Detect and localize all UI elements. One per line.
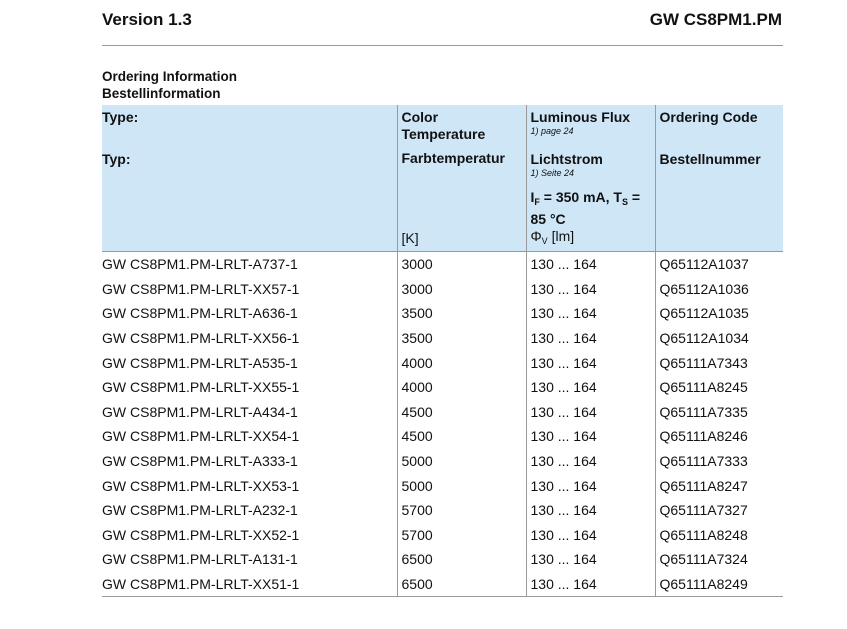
- version-label: Version 1.3: [102, 10, 192, 29]
- cell-color-temperature: 3500: [397, 301, 526, 326]
- header-luminous-flux-ref-de: 1) Seite 24: [530, 168, 575, 178]
- cell-color-temperature: 5000: [397, 449, 526, 474]
- test-condition: $I_F = 350$ mA, $T_S$ = 85 °C: [530, 189, 641, 227]
- table-row: [102, 523, 783, 548]
- table-body: [102, 252, 783, 597]
- cell-luminous-flux: 130 ... 164: [526, 523, 655, 548]
- table-row: [102, 424, 783, 449]
- page-header: [102, 9, 783, 46]
- cell-luminous-flux: 130 ... 164: [526, 277, 655, 302]
- table-row: [102, 277, 783, 302]
- cell-ordering-code: Q65111A8248: [655, 523, 783, 548]
- table-row: [102, 498, 783, 523]
- cell-type: GW CS8PM1.PM-LRLT-A333-1: [102, 453, 298, 470]
- table-row: [102, 400, 783, 425]
- cell-ordering-code: Q65112A1036: [655, 277, 783, 302]
- cell-type: GW CS8PM1.PM-LRLT-A232-1: [102, 502, 298, 519]
- cell-type: GW CS8PM1.PM-LRLT-A636-1: [102, 305, 298, 322]
- header-ordering-code-de: Bestellnummer: [659, 151, 761, 167]
- header-color-temperature: [397, 105, 526, 228]
- table-unit-row: [102, 228, 783, 252]
- header-color-temperature-en: Color Temperature: [401, 109, 486, 142]
- cell-ordering-code: Q65112A1035: [655, 301, 783, 326]
- table-row: [102, 350, 783, 375]
- cell-ordering-code: Q65111A7324: [655, 547, 783, 572]
- cell-ordering-code: Q65111A7335: [655, 400, 783, 425]
- cell-color-temperature: 6500: [397, 547, 526, 572]
- cell-luminous-flux: 130 ... 164: [526, 252, 655, 277]
- cell-type: GW CS8PM1.PM-LRLT-XX51-1: [102, 572, 397, 597]
- cell-ordering-code: Q65112A1037: [655, 252, 783, 277]
- cell-ordering-code: Q65111A8245: [655, 375, 783, 400]
- cell-type: GW CS8PM1.PM-LRLT-XX56-1: [102, 330, 300, 347]
- cell-color-temperature: 4500: [397, 424, 526, 449]
- cell-type: GW CS8PM1.PM-LRLT-XX54-1: [102, 428, 300, 445]
- table-row: [102, 252, 783, 277]
- table-header-row: [102, 105, 783, 228]
- cell-ordering-code: Q65111A8247: [655, 473, 783, 498]
- cell-luminous-flux: 130 ... 164: [526, 547, 655, 572]
- cell-color-temperature: 4500: [397, 400, 526, 425]
- ordering-table: [102, 105, 783, 597]
- cell-luminous-flux: 130 ... 164: [526, 473, 655, 498]
- cell-color-temperature: 4000: [397, 350, 526, 375]
- table-row: [102, 326, 783, 351]
- product-name: GW CS8PM1.PM: [649, 10, 782, 29]
- cell-luminous-flux: 130 ... 164: [526, 326, 655, 351]
- header-type-en: Type:: [102, 109, 139, 125]
- cell-color-temperature: 3500: [397, 326, 526, 351]
- cell-luminous-flux: 130 ... 164: [526, 400, 655, 425]
- cell-color-temperature: 6500: [397, 572, 526, 597]
- cell-luminous-flux: 130 ... 164: [526, 301, 655, 326]
- cell-ordering-code: Q65112A1034: [655, 326, 783, 351]
- header-type-de: Typ:: [102, 151, 131, 167]
- cell-color-temperature: 3000: [397, 252, 526, 277]
- cell-type: GW CS8PM1.PM-LRLT-A434-1: [102, 403, 298, 420]
- header-color-temperature-de: Farbtemperatur: [401, 150, 505, 166]
- cell-type: GW CS8PM1.PM-LRLT-A131-1: [102, 551, 298, 568]
- cell-luminous-flux: 130 ... 164: [526, 498, 655, 523]
- cell-type: GW CS8PM1.PM-LRLT-XX57-1: [102, 280, 300, 297]
- header-luminous-flux: [526, 105, 655, 228]
- cell-ordering-code: Q65111A8249: [655, 572, 783, 597]
- cell-color-temperature: 4000: [397, 375, 526, 400]
- cell-type: GW CS8PM1.PM-LRLT-A737-1: [102, 256, 298, 273]
- cell-luminous-flux: 130 ... 164: [526, 375, 655, 400]
- cell-luminous-flux: 130 ... 164: [526, 449, 655, 474]
- cell-type: GW CS8PM1.PM-LRLT-A535-1: [102, 354, 298, 371]
- table-row: [102, 547, 783, 572]
- unit-type: [102, 228, 397, 252]
- header-luminous-flux-en: Luminous Flux: [530, 109, 631, 125]
- section-title: [102, 68, 237, 102]
- header-type: [102, 105, 397, 228]
- section-title-de: Bestellinformation: [102, 86, 221, 101]
- cell-ordering-code: Q65111A7327: [655, 498, 783, 523]
- cell-ordering-code: Q65111A7333: [655, 449, 783, 474]
- cell-type: GW CS8PM1.PM-LRLT-XX52-1: [102, 526, 300, 543]
- cell-luminous-flux: 130 ... 164: [526, 424, 655, 449]
- unit-ordering-code: [655, 228, 783, 252]
- cell-type: GW CS8PM1.PM-LRLT-XX55-1: [102, 379, 300, 396]
- unit-luminous-flux: $\Phi_V$ [lm]: [526, 228, 655, 252]
- cell-luminous-flux: 130 ... 164: [526, 572, 655, 597]
- header-luminous-flux-de: Lichtstrom: [530, 151, 603, 167]
- table-row: [102, 473, 783, 498]
- cell-color-temperature: 5700: [397, 498, 526, 523]
- cell-type: GW CS8PM1.PM-LRLT-XX53-1: [102, 477, 300, 494]
- table-row: [102, 449, 783, 474]
- cell-color-temperature: 5700: [397, 523, 526, 548]
- table-row: [102, 301, 783, 326]
- table-row: [102, 572, 783, 597]
- cell-color-temperature: 3000: [397, 277, 526, 302]
- cell-ordering-code: Q65111A7343: [655, 350, 783, 375]
- header-ordering-code: [655, 105, 783, 228]
- header-ordering-code-en: Ordering Code: [659, 109, 758, 125]
- section-title-en: Ordering Information: [102, 69, 237, 84]
- cell-color-temperature: 5000: [397, 473, 526, 498]
- cell-ordering-code: Q65111A8246: [655, 424, 783, 449]
- unit-color-temperature: [K]: [397, 228, 526, 252]
- header-luminous-flux-ref-en: 1) page 24: [530, 126, 574, 136]
- table-row: [102, 375, 783, 400]
- cell-luminous-flux: 130 ... 164: [526, 350, 655, 375]
